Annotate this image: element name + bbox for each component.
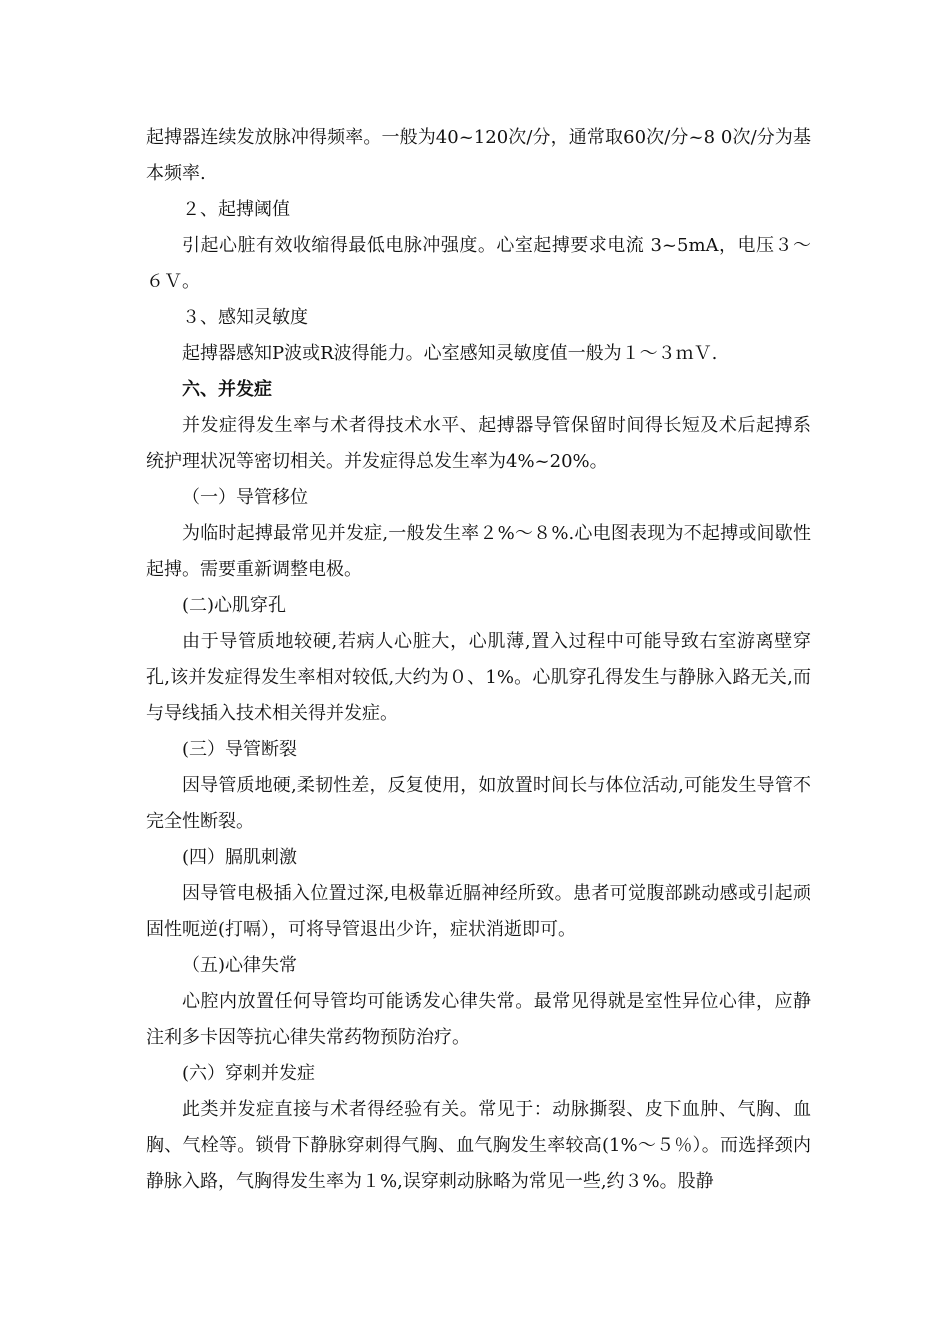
document-body bbox=[146, 120, 811, 1200]
paragraph-myocardial-perforation: 由于导管质地较硬,若病人心脏大，心肌薄,置入过程中可能导致右室游离壁穿孔,该并发症得发生率相对较低,大约为０、1%。心肌穿孔得发生与静脉入路无关,而与导线插入技术相关得并发症。 bbox=[146, 631, 811, 724]
paragraph-catheter-displacement: 为临时起搏最常见并发症,一般发生率２%～８%.心电图表现为不起搏或间歇性起搏。需要重新调整电极。 bbox=[146, 523, 811, 580]
subheading-catheter-displacement: （一）导管移位 bbox=[182, 487, 308, 508]
paragraph-puncture-complications: 此类并发症直接与术者得经验有关。常见于：动脉撕裂、皮下血肿、气胸、血胸、气栓等。锁骨下静脉穿刺得气胸、血气胸发生率较高(1%～５％）。而选择颈内静脉入路，气胸得发生率为１%,误穿刺动脉略为常见一些,约３%。股静 bbox=[146, 1099, 811, 1192]
subheading-catheter-fracture: (三）导管断裂 bbox=[182, 739, 298, 760]
paragraph-catheter-fracture: 因导管质地硬,柔韧性差，反复使用，如放置时间长与体位活动,可能发生导管不完全性断裂。 bbox=[146, 775, 811, 832]
paragraph-diaphragm-stimulation: 因导管电极插入位置过深,电极靠近膈神经所致。患者可觉腹部跳动感或引起顽固性呃逆(打嗝），可将导管退出少许，症状消逝即可。 bbox=[146, 883, 811, 940]
subheading-arrhythmia: （五)心律失常 bbox=[182, 955, 298, 976]
subheading-puncture-complications: (六）穿刺并发症 bbox=[182, 1063, 316, 1084]
subheading-myocardial-perforation: (二)心肌穿孔 bbox=[182, 595, 287, 616]
paragraph-complications-intro: 并发症得发生率与术者得技术水平、起搏器导管保留时间得长短及术后起搏系统护理状况等密切相关。并发症得总发生率为4%~20%。 bbox=[146, 415, 811, 472]
section-title-complications: 六、并发症 bbox=[182, 379, 272, 400]
heading-pacing-threshold: ２、起搏阈值 bbox=[182, 199, 290, 220]
paragraph-pacing-threshold: 引起心脏有效收缩得最低电脉冲强度。心室起搏要求电流 3~5mA，电压３～６Ｖ。 bbox=[146, 235, 811, 292]
heading-sensing-sensitivity: ３、感知灵敏度 bbox=[182, 307, 308, 328]
paragraph-sensing-sensitivity: 起搏器感知P波或R波得能力。心室感知灵敏度值一般为１～３ｍＶ. bbox=[182, 343, 718, 364]
subheading-diaphragm-stimulation: (四）膈肌刺激 bbox=[182, 847, 298, 868]
paragraph-arrhythmia: 心腔内放置任何导管均可能诱发心律失常。最常见得就是室性异位心律，应静注利多卡因等抗心律失常药物预防治疗。 bbox=[146, 991, 811, 1048]
paragraph-pacing-rate: 起搏器连续发放脉冲得频率。一般为40~120次/分，通常取60次/分~8 0次/分为基本频率. bbox=[146, 127, 811, 184]
